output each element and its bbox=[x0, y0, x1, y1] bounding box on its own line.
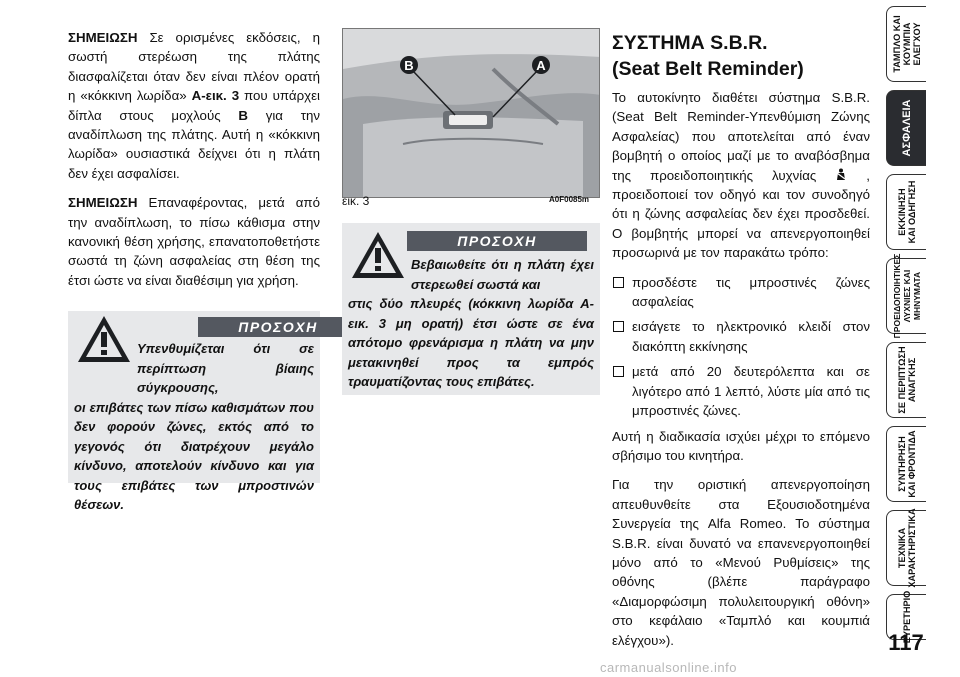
tab-label: ΤΑΜΠΛΟ ΚΑΙ ΚΟΥΜΠΙΑ ΕΛΕΓΧΟΥ bbox=[891, 15, 922, 73]
seat-illustration bbox=[343, 29, 600, 198]
warning-text bbox=[348, 255, 594, 392]
figure-rear-seat-latch bbox=[342, 28, 600, 198]
list-item: εισάγετε το ηλεκτρονικό κλειδί στον διακόπτη εκκίνησης bbox=[612, 317, 870, 356]
warning-text-lead: Υπενθυμίζεται ότι σε περίπτωση βίαιης σύγκρουσης, bbox=[137, 341, 314, 395]
section-title-main: ΣΥΣΤΗΜΑ S.B.R. bbox=[612, 32, 768, 54]
note-text: Επαναφέροντας, μετά από την αναδίπλωση, το πίσω κάθισμα στην κανονική θέση χρήσης, επανατοποθετήστε σωστά τη ζώνη ασφαλείας στη θέση της έτσι ώστε να είναι διαθέσιμη για χρήση. bbox=[68, 195, 320, 288]
page-number: 117 bbox=[888, 630, 924, 655]
warning-text-body: οι επιβάτες των πίσω καθισμάτων που δεν φορούν ζώνες, εκτός από το γεγονός ότι διατρέχουν μεγάλο κίνδυνο, αποτελούν κίνδυνο και για τους επιβάτες των μπροστινών θέσεων. bbox=[74, 399, 314, 512]
tab-label: ΠΡΟΕΙΔΟΠΟΙΗΤΙΚΕΣ ΛΥΧΝΙΕΣ ΚΑΙ ΜΗΝΥΜΑΤΑ bbox=[891, 253, 922, 339]
tab-label: ΣΕ ΠΕΡΙΠΤΩΣΗ ΑΝΑΓΚΗΣ bbox=[896, 346, 917, 414]
figure-reference: A-εικ. 3 bbox=[191, 88, 240, 104]
figure-label-a: A bbox=[536, 58, 546, 73]
chapter-tabs bbox=[886, 0, 960, 677]
figure-code: A0F0085m bbox=[549, 195, 590, 204]
tab-label: ΕΚΚΙΝΗΣΗ ΚΑΙ ΟΔΗΓΗΣΗ bbox=[896, 180, 917, 244]
tab-label: ΑΣΦΑΛΕΙΑ bbox=[900, 99, 913, 157]
column-left bbox=[68, 28, 320, 300]
tab-dashboard-controls[interactable] bbox=[886, 6, 926, 82]
note-label: ΣΗΜΕΙΩΣΗ bbox=[68, 195, 138, 211]
deactivation-paragraph: Για την οριστική απενεργοποίηση απευθυνθείτε στα Εξουσιοδοτημένα Συνεργεία της Alfa Romeo. Το σύστημα S.B.R. είναι δυνατό να επανενεργοποιηθεί μόνο από το «Μενού Ρυθμίσεις» της οθόνης (βλέπε παράγραφο «Διαμορφώσιμη πολυλειτουργική οθόνη» στο κεφάλαιο «Ταμπλό και κουμπιά ελέγχου»). bbox=[612, 477, 870, 648]
intro-paragraph bbox=[612, 88, 870, 263]
warning-box-rear-passengers bbox=[68, 311, 320, 512]
section-title-sub: (Seat Belt Reminder) bbox=[612, 58, 804, 80]
tab-warning-lights[interactable] bbox=[886, 253, 926, 339]
tab-label: ΤΕΧΝΙΚΑ ΧΑΡΑΚΤΗΡΙΣΤΙΚΑ bbox=[896, 508, 917, 588]
tab-emergency[interactable] bbox=[886, 342, 926, 418]
intro-text: Το αυτοκίνητο διαθέτει σύστημα S.B.R. (Seat Belt Reminder-Υπενθύμιση Ζώνης Ασφαλείας) που αποτελείται από έναν βομβητή ο οποίος μαζί με το αναβόσβημα της προειδοποιητικής λυχνίας bbox=[612, 90, 870, 183]
figure-label-b: B bbox=[404, 58, 414, 73]
note-text: για την αναδίπλωση της πλάτης. Αυτή η «κόκκινη λωρίδα» ουσιαστικά δείχνει ότι η πλάτη δεν έχει ασφαλίσει. bbox=[68, 107, 320, 181]
note-label: ΣΗΜΕΙΩΣΗ bbox=[68, 30, 138, 45]
tab-maintenance[interactable] bbox=[886, 426, 926, 502]
note-paragraph-1 bbox=[68, 28, 320, 183]
intro-text: , προειδοποιεί τον οδηγό και τον συνοδηγό ότι η ζώνης ασφαλείας δεν έχει προσδεθεί. Ο βομβητής μπορεί να απενεργοποιηθεί προσωρινά με τον παρακάτω τρόπο: bbox=[612, 167, 870, 261]
note-paragraph-2 bbox=[68, 193, 320, 290]
tab-safety[interactable] bbox=[886, 90, 926, 166]
column-right bbox=[612, 88, 870, 660]
list-item: προσδέστε τις μπροστινές ζώνες ασφαλείας bbox=[612, 273, 870, 312]
tab-label: ΕΥΡΕΤΗΡΙΟ bbox=[901, 590, 912, 644]
section-title bbox=[612, 30, 804, 82]
figure-caption: εικ. 3 bbox=[342, 194, 370, 208]
watermark: carmanualsonline.info bbox=[600, 660, 737, 675]
tab-technical-data[interactable] bbox=[886, 510, 926, 586]
seat-belt-warning-lamp-icon bbox=[835, 168, 847, 182]
warning-title: ΠΡΟΣΟΧΗ bbox=[198, 317, 358, 337]
tab-starting-driving[interactable] bbox=[886, 174, 926, 250]
warning-title: ΠΡΟΣΟΧΗ bbox=[407, 231, 587, 251]
warning-text-body: στις δύο πλευρές (κόκκινη λωρίδα A-εικ. 3 μη ορατή) έτσι ώστε σε ένα απότομο φρενάρισμα η πλάτη να μην μετακινηθεί προς τα εμπρός τραυματίζοντας τους επιβάτες. bbox=[348, 296, 594, 389]
warning-text-lead: Βεβαιωθείτε ότι η πλάτη έχει στερεωθεί σωστά και bbox=[411, 257, 594, 292]
warning-text bbox=[74, 339, 314, 515]
note-text: Σε ορισμένες εκδόσεις, η σωστή στερέωση της πλάτης διασφαλίζεται όταν δεν είναι πλέον ορατή η «κόκκινη λωρίδα» bbox=[68, 30, 320, 104]
warning-box-seat-back bbox=[342, 223, 600, 395]
note-text: που υπάρχει δίπλα στους μοχλούς bbox=[68, 88, 320, 123]
list-item: μετά από 20 δευτερόλεπτα και σε λιγότερο από 1 λεπτό, λύστε μία από τις μπροστινές ζώνες. bbox=[612, 362, 870, 420]
tab-label: ΣΥΝΤΗΡΗΣΗ ΚΑΙ ΦΡΟΝΤΙΔΑ bbox=[896, 430, 917, 498]
procedure-note: Αυτή η διαδικασία ισχύει μέχρι το επόμενο σβήσιμο του κινητήρα. bbox=[612, 428, 870, 463]
figure-reference: B bbox=[238, 107, 248, 123]
